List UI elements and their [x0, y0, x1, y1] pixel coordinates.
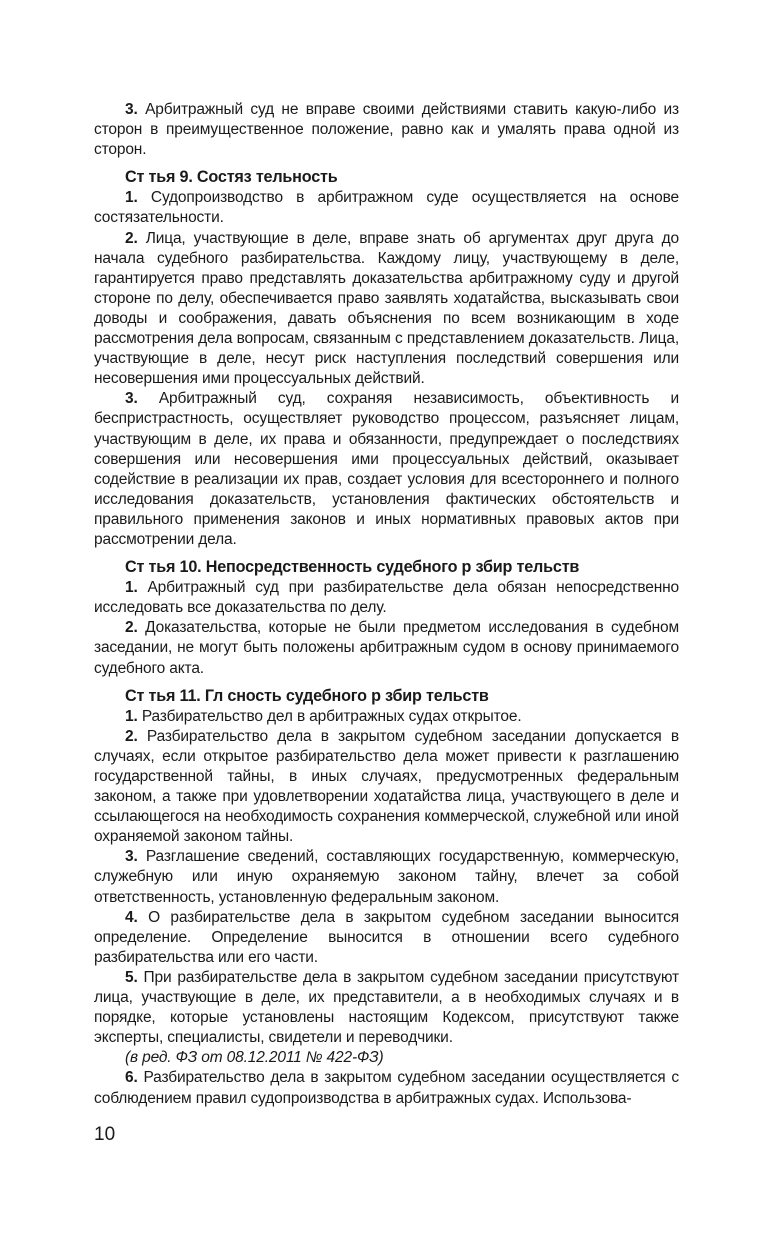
paragraph-art11-1: [94, 707, 679, 727]
paragraph-art11-2: [94, 727, 679, 848]
article-11-heading: Ст тья 11. Гл сность судебного р збир тельств: [125, 686, 489, 705]
paragraph-art9-2: [94, 229, 679, 390]
paragraph-text: Лица, участвующие в деле, вправе знать об аргументах друг друга до начала судебного разбирательства. Каждому лицу, участвующему в деле, гарантируется право представлять доказательства арбитражному суду и другой стороне по делу, обеспечивается право заявлять ходатайства, высказывать свои доводы и соображения, давать объяснения по всем возникающим в ходе рассмотрения дела вопросам, связанным с представлением доказательств. Лица, участвующие в деле, несут риск наступления последствий совершения или несовершения ими процессуальных действий.: [94, 229, 679, 388]
item-number: 1.: [125, 579, 138, 597]
item-number: 3.: [125, 390, 138, 408]
item-number: 2.: [125, 619, 138, 637]
paragraph-art10-2: [94, 618, 679, 678]
item-number: 1.: [125, 707, 138, 725]
paragraph-text: Разглашение сведений, составляющих государственную, коммерческую, служебную или иную охраняемую законом тайну, влечет за собой ответственность, установленную федеральным законом.: [94, 848, 679, 906]
paragraph-art9-1: [94, 188, 679, 228]
item-number: 2.: [125, 229, 138, 247]
paragraph-art10-1: [94, 578, 679, 618]
paragraph-text: При разбирательстве дела в закрытом судебном заседании присутствуют лица, участвующие в деле, их представители, а в необходимых случаях и в порядке, которые установлены настоящим Кодексом, присутствуют также эксперты, специалисты, свидетели и переводчики.: [94, 968, 679, 1047]
paragraph-text: Разбирательство дела в закрытом судебном заседании осуществляется с соблюдением правил судопроизводства в арбитражных судах. Использова-: [94, 1069, 679, 1107]
article-9-heading: Ст тья 9. Состяз тельность: [125, 168, 338, 187]
page-body: [94, 100, 679, 1109]
paragraph-text: Разбирательство дела в закрытом судебном заседании допускается в случаях, если открытое разбирательство дела может привести к разглашению государственной тайны, в иных случаях, предусмотренных федеральным законом, а также при удовлетворении ходатайства лица, участвующего в деле и ссылающегося на необходимость сохранения коммерческой, служебной или иной охраняемой законом тайны.: [94, 727, 679, 846]
paragraph-text: Судопроизводство в арбитражном суде осуществляется на основе состязательности.: [94, 189, 679, 227]
paragraph-art11-3: [94, 847, 679, 907]
paragraph-text: Разбирательство дел в арбитражных судах открытое.: [141, 707, 522, 725]
item-number: 3.: [125, 848, 138, 866]
item-number: 2.: [125, 727, 138, 745]
paragraph-art11-4: [94, 908, 679, 968]
paragraph-art11-5: [94, 968, 679, 1048]
paragraph-text: Арбитражный суд не вправе своими действиями ставить какую-либо из сторон в преимущественное положение, равно как и умалять права одной из сторон.: [94, 101, 679, 159]
paragraph-text: О разбирательстве дела в закрытом судебном заседании выносится определение. Определение выносится в отношении всего судебного разбирательства или его части.: [94, 908, 679, 966]
paragraph-art9-3: [94, 389, 679, 550]
paragraph-text: Арбитражный суд при разбирательстве дела обязан непосредственно исследовать все доказательства по делу.: [94, 579, 679, 617]
article-10-heading: Ст тья 10. Непосредственность судебного р збир тельств: [125, 558, 580, 577]
item-number: 6.: [125, 1069, 138, 1087]
item-number: 5.: [125, 968, 138, 986]
amendment-note: (в ред. ФЗ от 08.12.2011 № 422-ФЗ): [125, 1049, 384, 1067]
paragraph-art8-3: [94, 100, 679, 160]
paragraph-text: Арбитражный суд, сохраняя независимость, объективность и беспристрастность, осуществляет руководство процессом, разъясняет лицам, участвующим в деле, их права и обязанности, предупреждает о последствиях совершения или несовершения ими процессуальных действий, оказывает содействие в реализации их прав, создает условия для всестороннего и полного исследования доказательств, установления фактических обстоятельств и правильного применения законов и иных нормативных правовых актов при рассмотрении дела.: [94, 390, 679, 548]
item-number: 3.: [125, 101, 138, 118]
item-number: 4.: [125, 908, 138, 926]
item-number: 1.: [125, 189, 138, 207]
page-number: 10: [94, 1124, 116, 1145]
paragraph-text: Доказательства, которые не были предметом исследования в судебном заседании, не могут быть положены арбитражным судом в основу принимаемого судебного акта.: [94, 619, 679, 677]
paragraph-art11-6: [94, 1068, 679, 1108]
